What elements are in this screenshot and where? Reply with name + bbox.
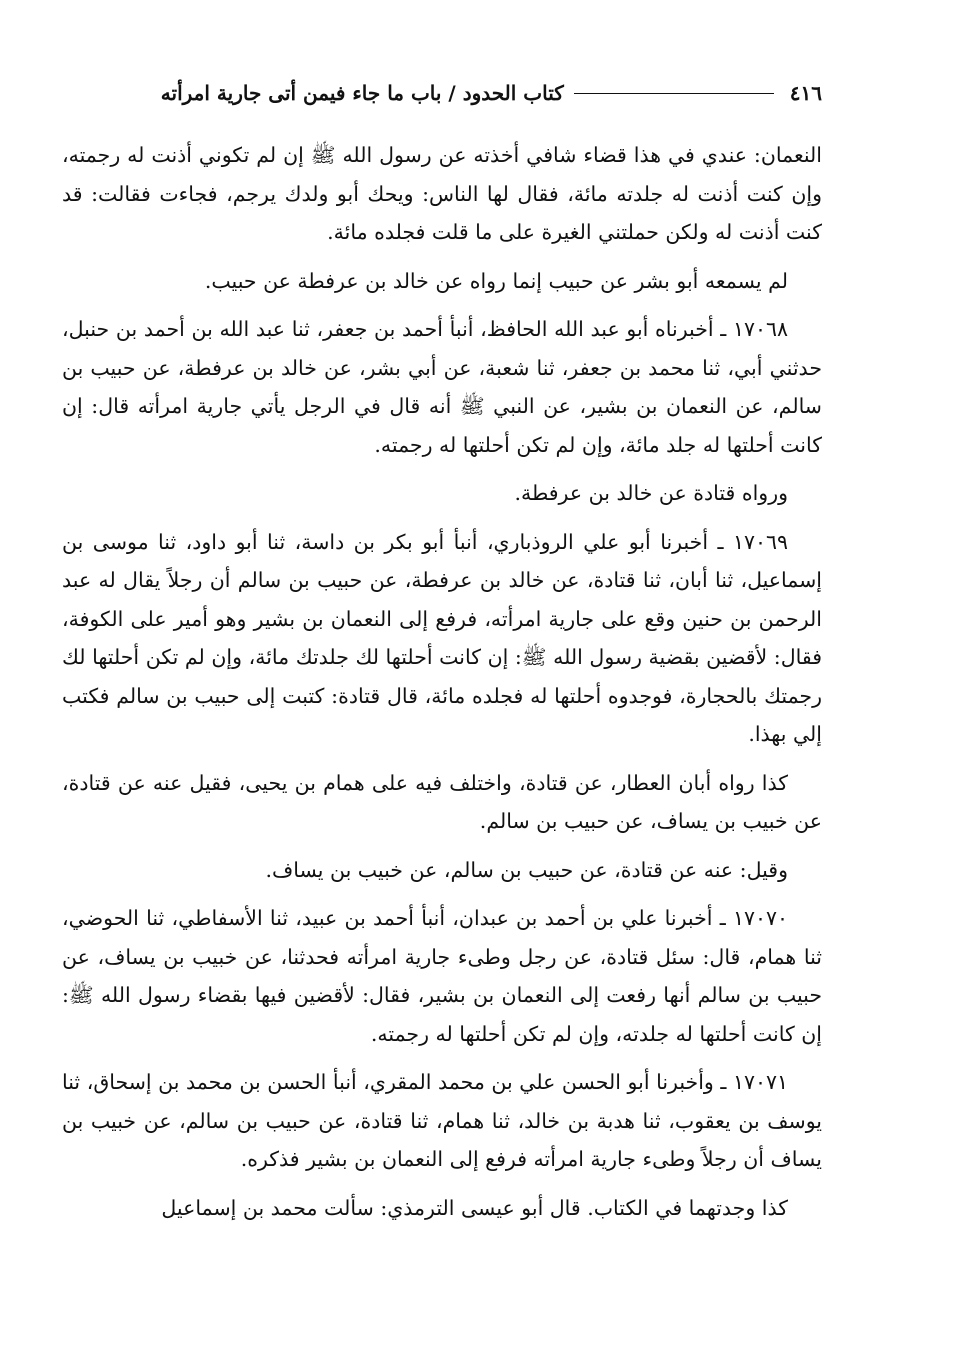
paragraph-hadith-17071: ١٧٠٧١ ـ وأخبرنا أبو الحسن علي بن محمد المقري، أنبأ الحسن بن محمد بن إسحاق، ثنا يوسف بن يعقوب، ثنا هدبة بن خالد، ثنا همام، ثنا قتادة، عن حبيب بن سالم، عن خبيب بن يساف أن رجلاً وطىء جارية امرأته فرفع إلى النعمان بن بشير فذكره. — [62, 1070, 822, 1171]
paragraph-comment: كذا وجدتهما في الكتاب. قال أبو عيسى الترمذي: سألت محمد بن إسماعيل — [161, 1195, 788, 1220]
paragraph-comment: كذا رواه أبان العطار، عن قتادة، واختلف فيه على همام بن يحيى، فقيل عنه عن قتادة، عن خبيب بن يساف، عن حبيب بن سالم. — [62, 770, 822, 833]
paragraph-comment: وقيل: عنه عن قتادة، عن حبيب بن سالم، عن خبيب بن يساف. — [265, 857, 788, 882]
paragraph-comment: لم يسمعه أبو بشر عن حبيب إنما رواه عن خالد بن عرفطة عن حبيب. — [204, 268, 788, 293]
page-number: ٤١٦ — [789, 81, 822, 105]
paragraph-continuation: النعمان: عندي في هذا قضاء شافي أخذته عن رسول الله ﷺ إن لم تكوني أذنت له رجمته، وإن كنت أذنت له جلدته مائة، فقال لها الناس: ويحك أبو ولدك يرجم، فجاءت فقالت: قد كنت أذنت له ولكن حملتني الغيرة على ما قلت فجلده مائة. — [62, 143, 822, 244]
page-header — [62, 76, 822, 110]
paragraph-hadith-17070: ١٧٠٧٠ ـ أخبرنا علي بن أحمد بن عبدان، أنبأ أحمد بن عبيد، ثنا الأسفاطي، ثنا الحوضي، ثنا همام، قال: سئل قتادة، عن رجل وطىء جارية امرأته فحدثنا، عن خبيب بن يساف، عن حبيب بن سالم أنها رفعت إلى النعمان بن بشير، فقال: لأقضين فيها بقضاء رسول الله ﷺ: إن كانت أحلتها له جلدته، وإن لم تكن أحلتها له رجمته. — [62, 906, 822, 1046]
running-title: كتاب الحدود / باب ما جاء فيمن أتى جارية امرأته — [160, 81, 564, 105]
paragraph-hadith-17068: ١٧٠٦٨ ـ أخبرناه أبو عبد الله الحافظ، أنبأ أحمد بن جعفر، ثنا عبد الله بن أحمد بن حنبل، حدثني أبي، ثنا محمد بن جعفر، ثنا شعبة، عن أبي بشر، عن خالد بن عرفطة، عن حبيب بن سالم، عن النعمان بن بشير، عن النبي ﷺ أنه قال في الرجل يأتي جارية امرأته قال: إن كانت أحلتها له جلد مائة، وإن لم تكن أحلتها له رجمته. — [62, 317, 822, 457]
header-rule — [574, 93, 774, 94]
page-body — [62, 136, 822, 1227]
book-page — [62, 76, 822, 1237]
paragraph-comment: ورواه قتادة عن خالد بن عرفطة. — [514, 481, 788, 505]
paragraph-hadith-17069: ١٧٠٦٩ ـ أخبرنا أبو علي الروذباري، أنبأ أبو بكر بن داسة، ثنا أبو داود، ثنا موسى بن إسماعيل، ثنا أبان، ثنا قتادة، عن خالد بن عرفطة، عن حبيب بن سالم أن رجلاً يقال له عبد الرحمن بن حنين وقع على جارية امرأته، فرفع إلى النعمان بن بشير وهو أمير على الكوفة، فقال: لأقضين بقضية رسول الله ﷺ: إن كانت أحلتها لك جلدتك مائة، وإن لم تكن أحلتها لك رجمتك بالحجارة، فوجدوه أحلتها له فجلده مائة، قال قتادة: كتبت إلى حبيب بن سالم فكتب إلي بهذا. — [62, 529, 822, 746]
